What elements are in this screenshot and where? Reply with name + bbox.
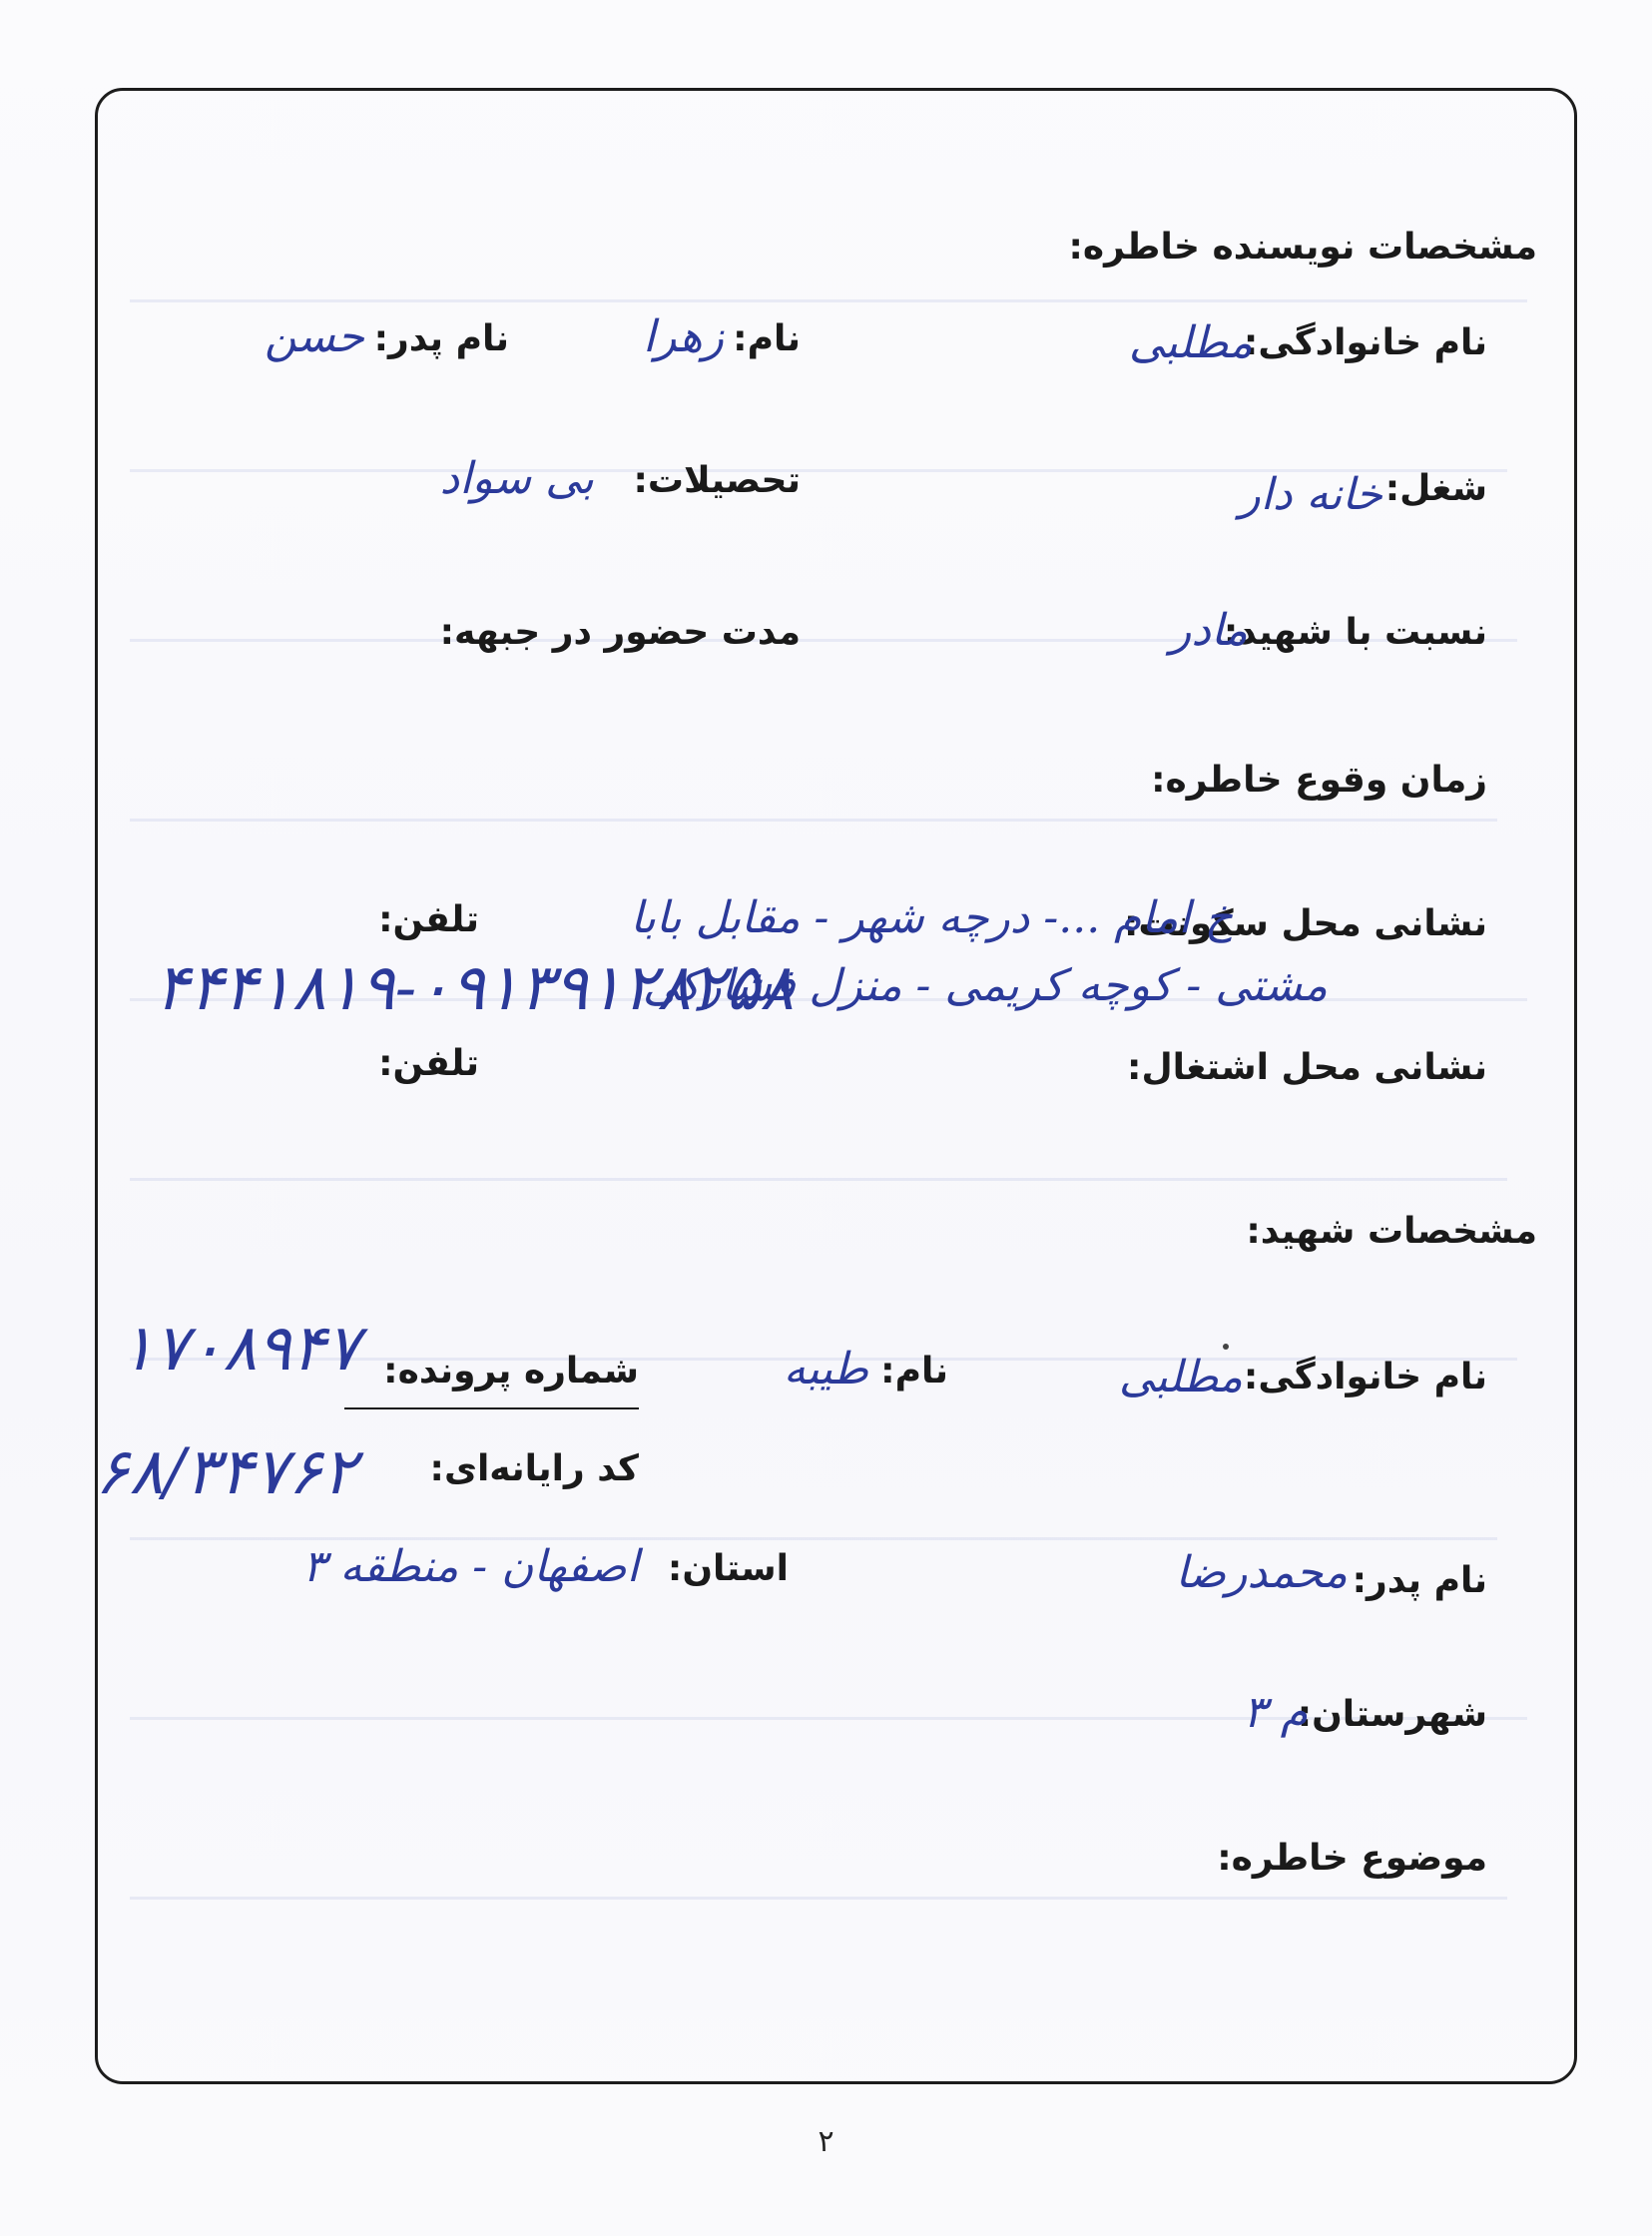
martyr-father-name-label: نام پدر: bbox=[1352, 1560, 1487, 1601]
writer-family-name-value: مطلبی bbox=[1128, 317, 1253, 368]
martyr-province-value: اصفهان - منطقه ۳ bbox=[301, 1541, 639, 1592]
martyr-family-name-value: مطلبی bbox=[1118, 1352, 1243, 1402]
file-number-underline bbox=[344, 1407, 639, 1409]
martyr-file-number-label: شماره پرونده: bbox=[383, 1351, 639, 1392]
martyr-family-name-label: نام خانوادگی: bbox=[1243, 1357, 1487, 1398]
martyr-section-heading: مشخصات شهید: bbox=[1246, 1211, 1537, 1252]
writer-relation-value: مادر bbox=[1170, 605, 1248, 656]
writer-phone-label: تلفن: bbox=[378, 899, 479, 940]
writer-father-name-label: نام پدر: bbox=[373, 318, 509, 359]
writer-education-label: تحصیلات: bbox=[633, 460, 801, 501]
martyr-city-value: م ۳ bbox=[1243, 1687, 1308, 1738]
writer-job-label: شغل: bbox=[1384, 468, 1487, 509]
writer-father-name-value: حسن bbox=[265, 311, 364, 362]
writer-section-heading: مشخصات نویسنده خاطره: bbox=[1068, 227, 1537, 268]
writer-first-name-label: نام: bbox=[733, 318, 801, 359]
writer-memory-time-label: زمان وقوع خاطره: bbox=[1151, 760, 1487, 801]
ink-dot bbox=[1223, 1344, 1229, 1350]
martyr-file-number-value: ۱۷۰۸۹۴۷ bbox=[120, 1312, 360, 1386]
writer-first-name-value: زهرا bbox=[643, 311, 724, 362]
writer-residence-value-line2: مشتی - کوچه کریمی - منزل فشارکی bbox=[642, 960, 1328, 1011]
martyr-computer-code-value: ۶۸/۳۴۷۶۲ bbox=[95, 1435, 357, 1509]
writer-family-name-label: نام خانوادگی: bbox=[1243, 322, 1487, 363]
writer-relation-label: نسبت با شهید: bbox=[1223, 612, 1487, 653]
martyr-memory-subject-label: موضوع خاطره: bbox=[1217, 1838, 1487, 1879]
writer-front-duration-label: مدت حضور در جبهه: bbox=[439, 612, 801, 653]
martyr-computer-code-label: کد رایانه‌ای: bbox=[429, 1448, 639, 1489]
martyr-father-name-value: محمدرضا bbox=[1175, 1547, 1348, 1598]
writer-residence-value-line1: خ امام ...- درچه شهر - مقابل بابا bbox=[630, 892, 1233, 943]
martyr-first-name-value: طیبه bbox=[783, 1344, 868, 1395]
writer-residence-label: نشانی محل سکونت: bbox=[1124, 903, 1487, 944]
writer-phone-value: ۴۴۴۱۸۱۹-۰۹۱۳۹۱۲۸۲۵۸ bbox=[155, 951, 795, 1025]
writer-education-value: بی سواد bbox=[439, 453, 594, 504]
writer-job-value: خانه دار bbox=[1239, 469, 1382, 520]
writer-work-address-label: نشانی محل اشتغال: bbox=[1127, 1047, 1487, 1088]
martyr-province-label: استان: bbox=[667, 1548, 789, 1589]
martyr-city-label: شهرستان: bbox=[1297, 1694, 1487, 1735]
martyr-first-name-label: نام: bbox=[880, 1351, 948, 1392]
page-number: ۲ bbox=[818, 2124, 834, 2159]
writer-work-phone-label: تلفن: bbox=[378, 1043, 479, 1084]
